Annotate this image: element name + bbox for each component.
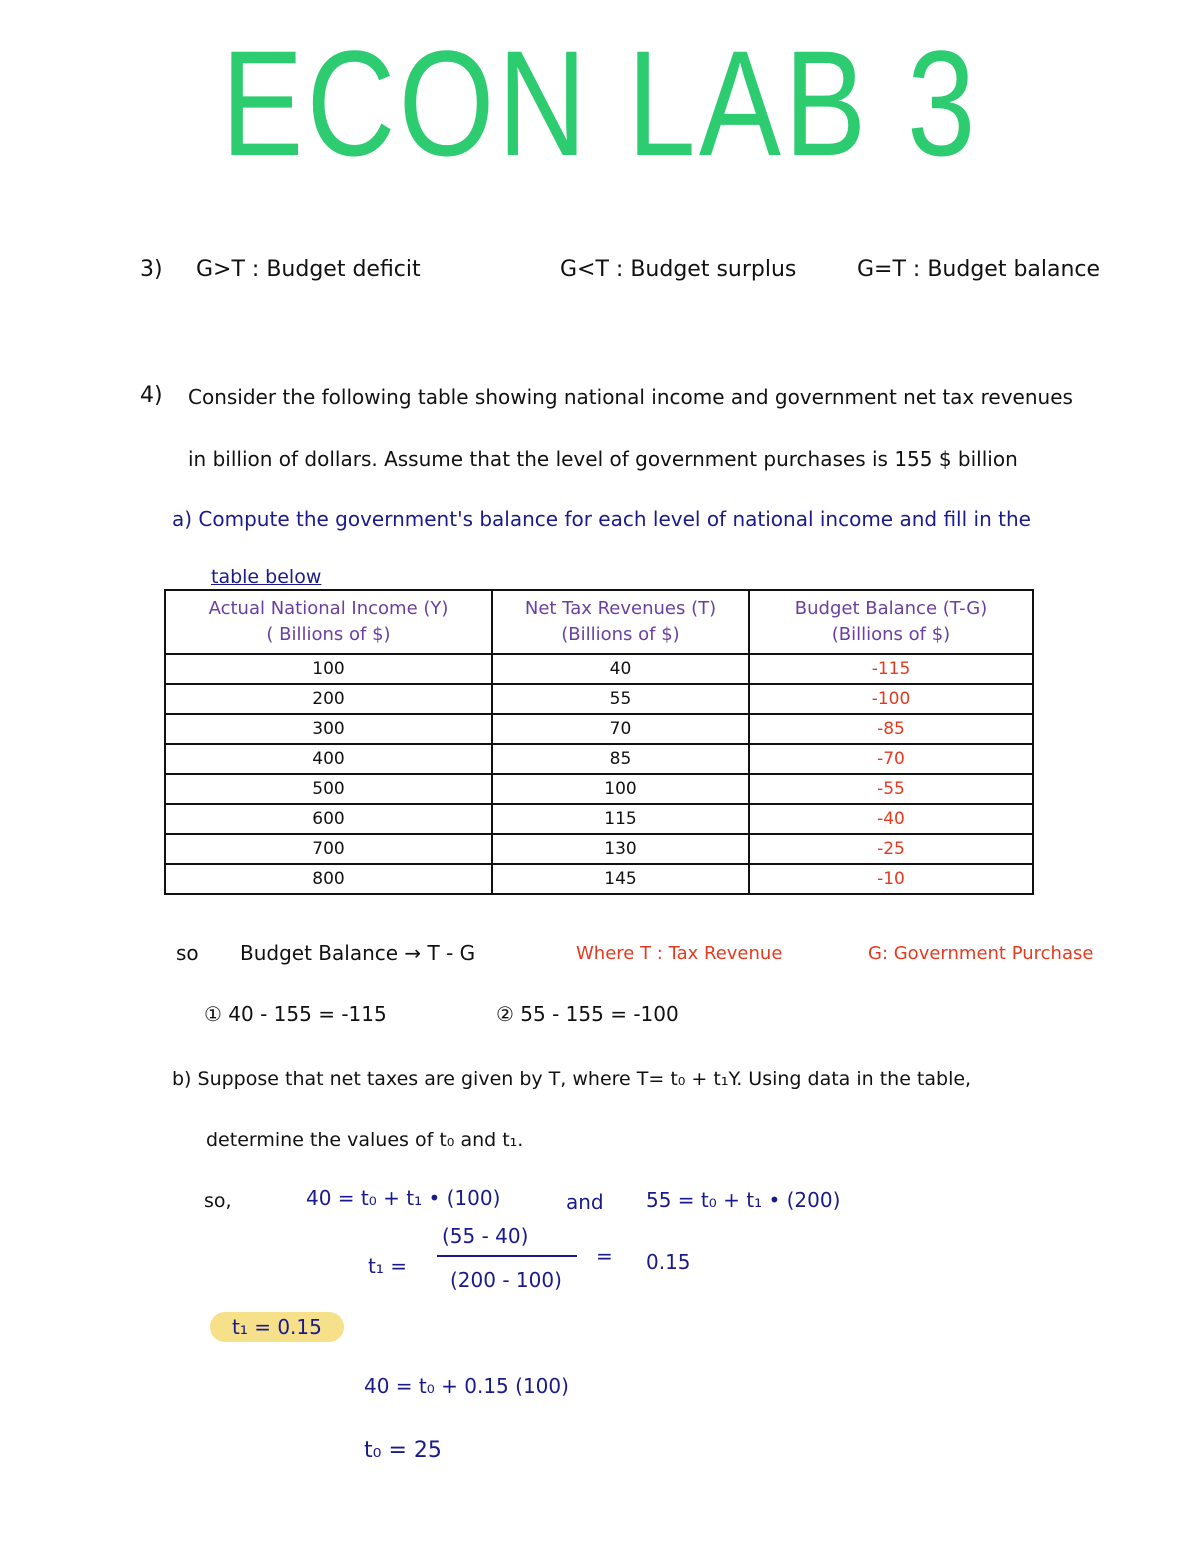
q4-number: 4): [140, 383, 163, 408]
part-b-line2: determine the values of t₀ and t₁.: [206, 1129, 524, 1151]
t1-denominator: (200 - 100): [450, 1268, 562, 1292]
table-row: 700 130 -25: [165, 834, 1033, 864]
q3-balance: G=T : Budget balance: [857, 257, 1101, 282]
t1-numerator: (55 - 40): [442, 1224, 529, 1248]
table-row: 400 85 -70: [165, 744, 1033, 774]
header-national-income: Actual National Income (Y) ( Billions of $): [165, 590, 492, 654]
equation-and: and: [566, 1190, 604, 1214]
q4-line1: Consider the following table showing national income and government net tax revenues: [188, 385, 1073, 409]
notes-calc-1: ① 40 - 155 = -115: [204, 1002, 387, 1026]
notes-formula: Budget Balance → T - G: [240, 941, 476, 965]
table-row: 200 55 -100: [165, 684, 1033, 714]
q3-deficit: G>T : Budget deficit: [196, 257, 421, 282]
table-row: 300 70 -85: [165, 714, 1033, 744]
notes-calc-2: ② 55 - 155 = -100: [496, 1002, 679, 1026]
header-budget-balance: Budget Balance (T-G) (Billions of $): [749, 590, 1033, 654]
q3-surplus: G<T : Budget surplus: [560, 257, 797, 282]
q4-line2: in billion of dollars. Assume that the level of government purchases is 155 $ billion: [188, 447, 1018, 471]
table-row: 500 100 -55: [165, 774, 1033, 804]
part-b-line1: b) Suppose that net taxes are given by T, where T= t₀ + t₁Y. Using data in the table,: [172, 1068, 972, 1090]
notes-where-g: G: Government Purchase: [868, 943, 1094, 964]
t0-result: t₀ = 25: [364, 1438, 442, 1463]
t1-result-highlight: t₁ = 0.15: [210, 1312, 344, 1342]
equation-3: 40 = t₀ + 0.15 (100): [364, 1374, 569, 1398]
table-row: 100 40 -115: [165, 654, 1033, 684]
t1-equals: =: [596, 1244, 613, 1268]
income-tax-table: [164, 589, 1034, 895]
table-header-row: [165, 590, 1033, 654]
t1-value: 0.15: [646, 1250, 691, 1274]
table-row: 600 115 -40: [165, 804, 1033, 834]
page-title: ECON LAB 3: [221, 19, 979, 187]
fraction-bar: [437, 1255, 577, 1257]
equation-1: 40 = t₀ + t₁ • (100): [306, 1186, 501, 1210]
header-net-tax: Net Tax Revenues (T) (Billions of $): [492, 590, 749, 654]
equation-2: 55 = t₀ + t₁ • (200): [646, 1188, 841, 1212]
notes-where-t: Where T : Tax Revenue: [576, 943, 783, 964]
t1-lhs: t₁ =: [368, 1254, 407, 1278]
q4-part-a-line1: a) Compute the government's balance for each level of national income and fill in the: [172, 507, 1031, 531]
q3-number: 3): [140, 257, 163, 282]
q4-part-a-line2: table below: [211, 566, 322, 588]
notes-so: so: [176, 941, 199, 965]
table-row: 800 145 -10: [165, 864, 1033, 894]
part-b-so: so,: [204, 1190, 232, 1212]
